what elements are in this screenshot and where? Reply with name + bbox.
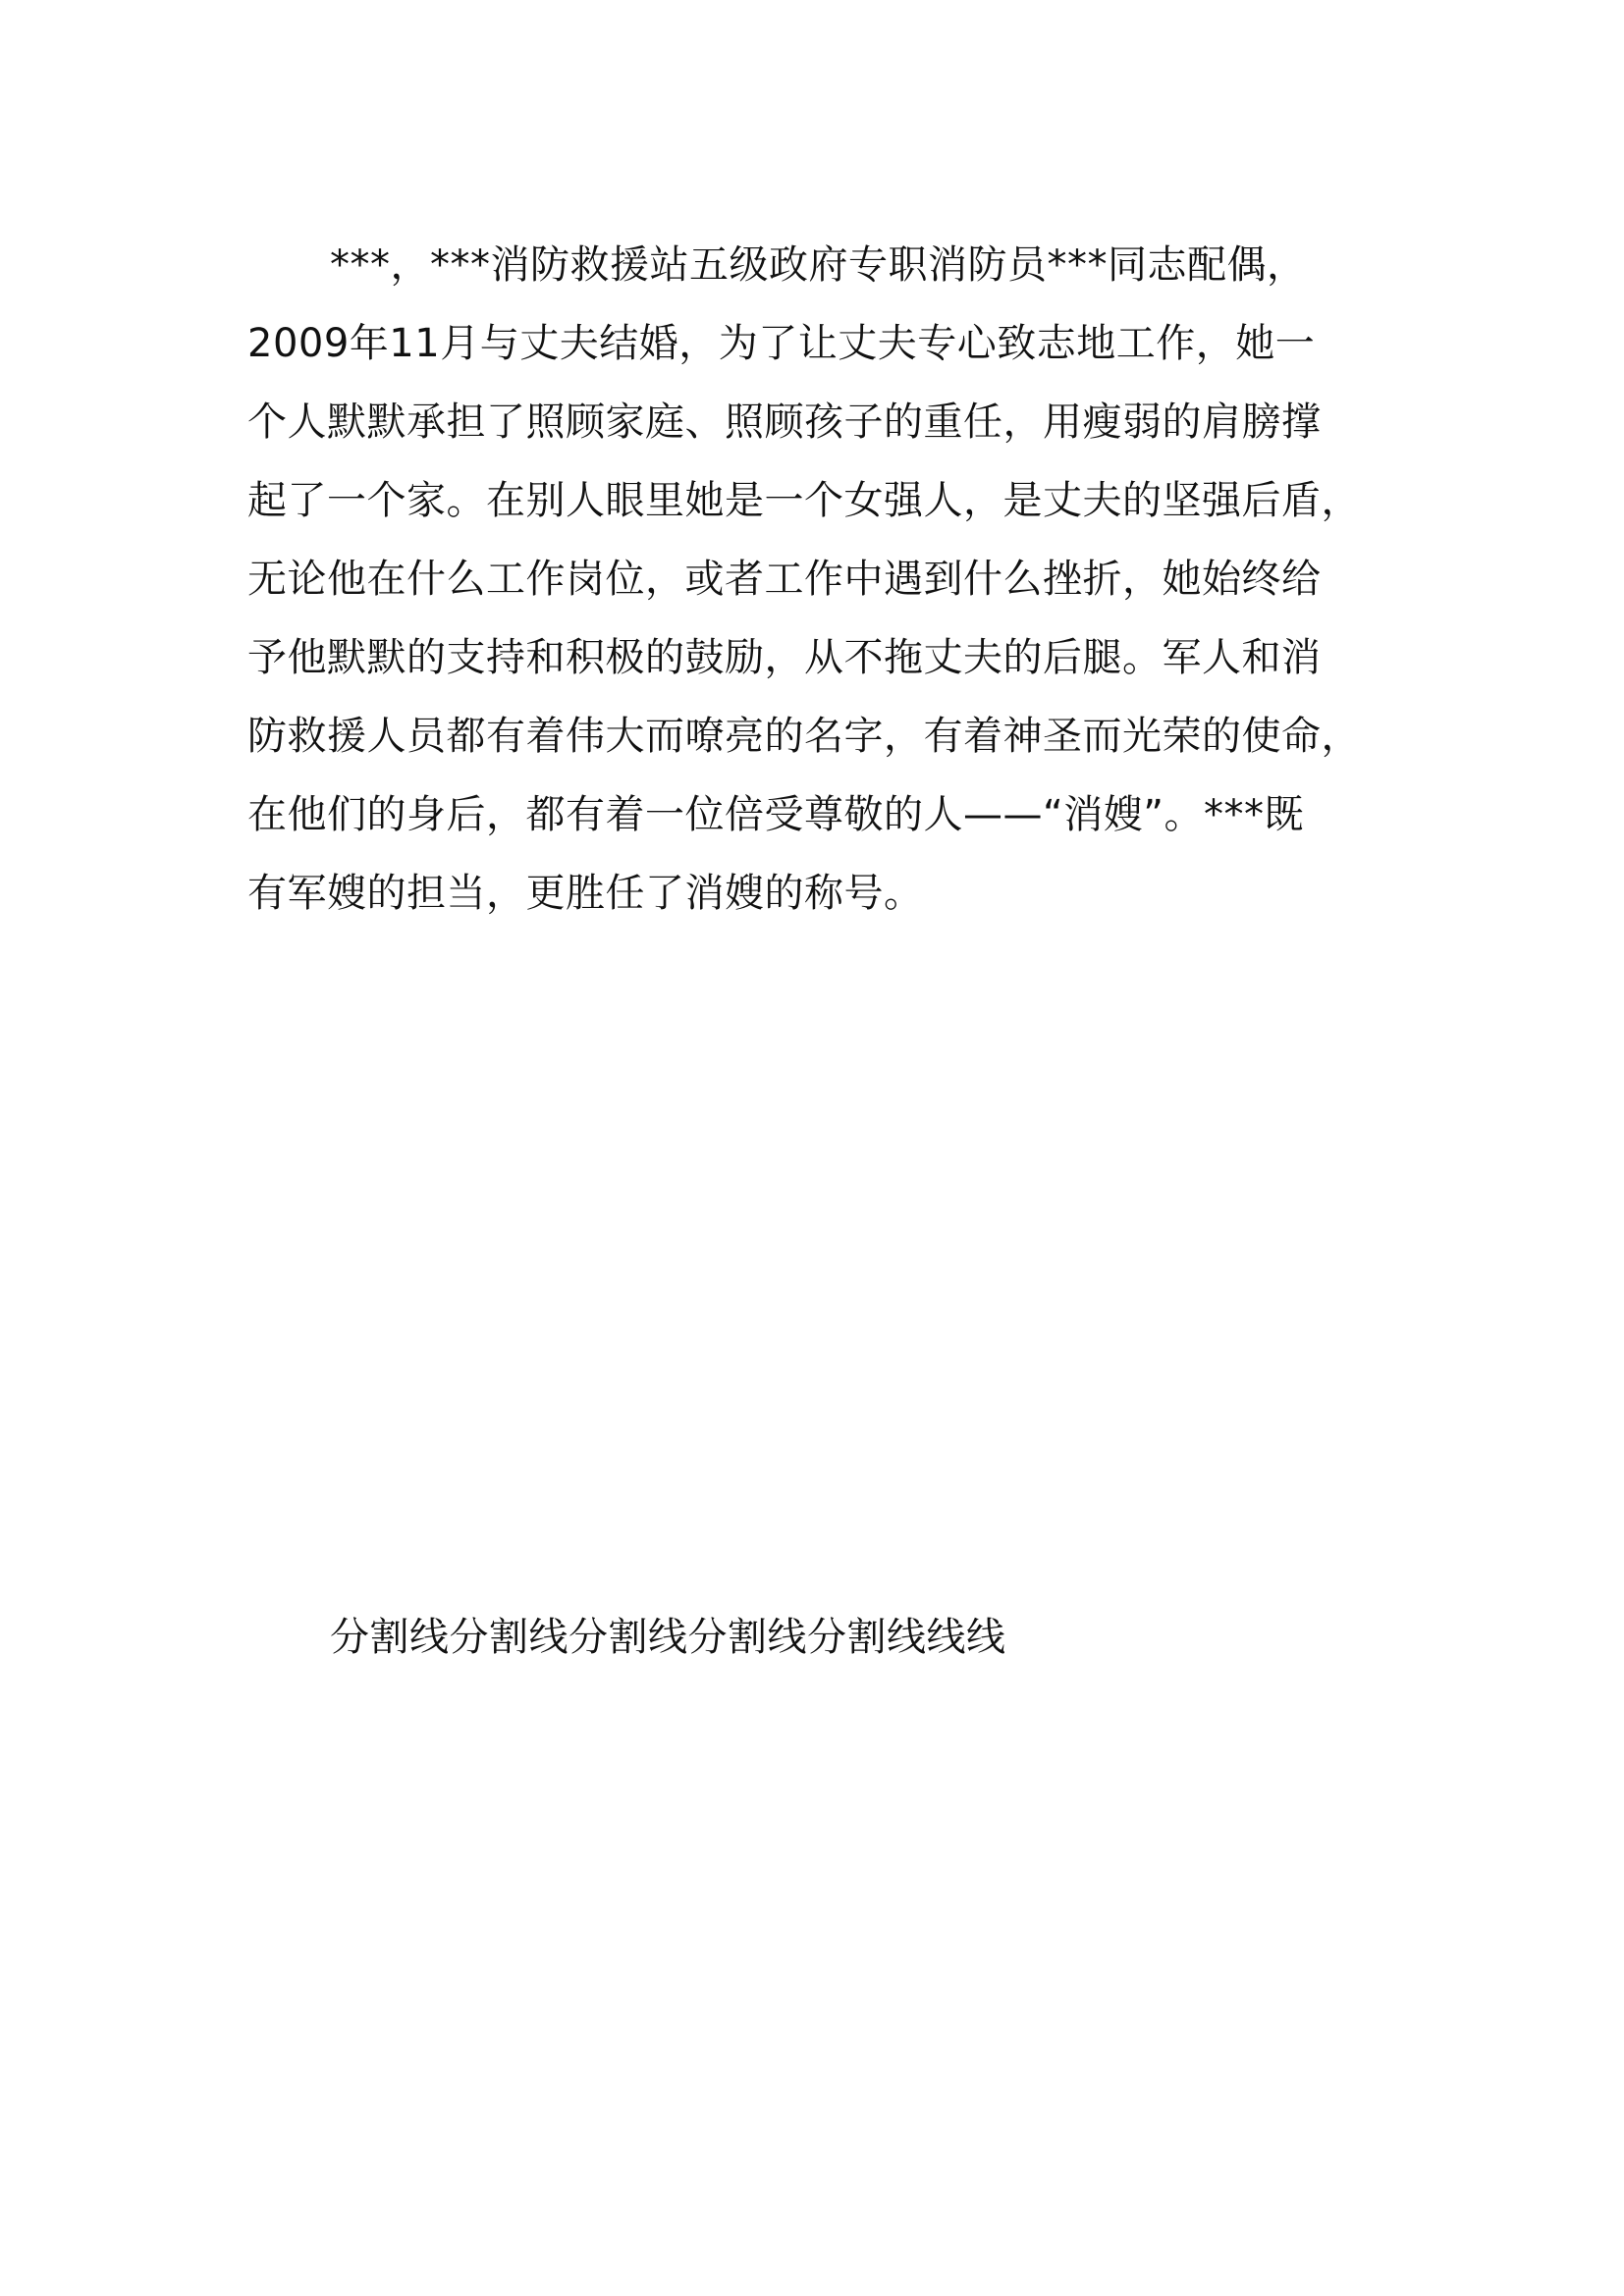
paragraph-line: 防救援人员都有着伟大而嘹亮的名字，有着神圣而光荣的使命， — [247, 714, 1361, 759]
paragraph-line: 在他们的身后，都有着一位倍受尊敬的人——“消嫂”。***既 — [247, 792, 1304, 837]
paragraph-line: 无论他在什么工作岗位，或者工作中遇到什么挫折，她始终给 — [247, 557, 1322, 602]
paragraph-line: 有军嫂的担当，更胜任了消嫂的称号。 — [247, 871, 924, 916]
body-paragraph — [247, 226, 1416, 933]
paragraph-line: 起了一个家。在别人眼里她是一个女强人，是丈夫的坚强后盾， — [247, 478, 1361, 523]
divider-text: 分割线分割线分割线分割线分割线线线 — [330, 1615, 1006, 1660]
paragraph-line: 个人默默承担了照顾家庭、照顾孩子的重任，用瘦弱的肩膀撑 — [247, 400, 1322, 445]
paragraph-line: 予他默默的支持和积极的鼓励，从不拖丈夫的后腿。军人和消 — [247, 635, 1322, 680]
paragraph-line: 2009年11月与丈夫结婚，为了让丈夫专心致志地工作，她一 — [247, 321, 1316, 366]
paragraph-line: ***，***消防救援站五级政府专职消防员***同志配偶， — [330, 242, 1307, 288]
